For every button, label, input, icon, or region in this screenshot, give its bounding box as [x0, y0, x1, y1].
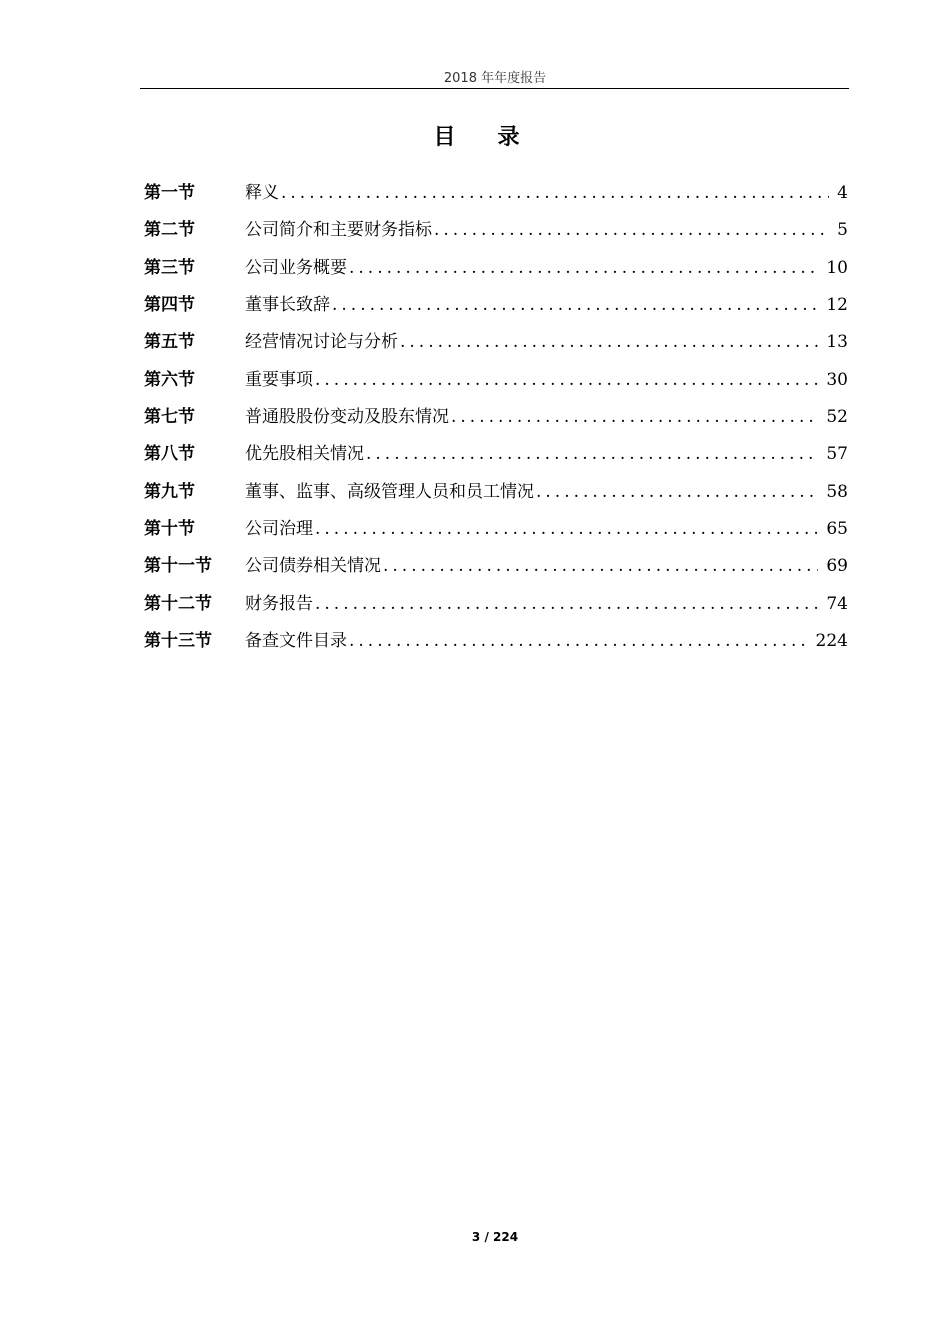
toc-dot-leader: [536, 482, 818, 502]
toc-section-label: 第一节: [144, 183, 195, 203]
toc-section-label: 第二节: [144, 220, 195, 241]
toc-section-label: 第七节: [144, 407, 195, 428]
toc-section-name: 财务报告: [245, 593, 313, 614]
toc-section-name: 经营情况讨论与分析: [245, 332, 398, 353]
toc-dot-leader: [349, 258, 818, 278]
toc-entry-6[interactable]: [144, 365, 848, 402]
toc-section-name: 普通股股份变动及股东情况: [245, 407, 449, 428]
toc-section-label: 第十一节: [144, 556, 212, 577]
toc-page-number: 58: [826, 481, 848, 502]
toc-section-label: 第十节: [144, 519, 195, 540]
toc-dot-leader: [281, 183, 829, 203]
toc-page-number: 10: [826, 257, 848, 278]
toc-section-name: 董事、监事、高级管理人员和员工情况: [245, 481, 534, 502]
toc-dot-leader: [400, 332, 818, 352]
toc-entry-3[interactable]: [144, 253, 848, 290]
toc-entry-11[interactable]: [144, 551, 848, 588]
toc-title: 目录: [433, 125, 562, 150]
toc-dot-leader: [434, 220, 829, 240]
toc-section-name: 公司债券相关情况: [245, 556, 381, 577]
toc-page-number: 69: [826, 556, 848, 577]
toc-entry-7[interactable]: [144, 402, 848, 439]
toc-page-number: 74: [826, 593, 848, 614]
toc-entry-5[interactable]: [144, 327, 848, 364]
toc-section-label: 第十三节: [144, 631, 212, 652]
toc-entry-12[interactable]: [144, 589, 848, 626]
header-divider: [140, 88, 849, 89]
toc-entry-13[interactable]: [144, 626, 848, 663]
toc-page-number: 57: [826, 444, 848, 465]
toc-page-number: 4: [837, 183, 848, 203]
toc-page-number: 224: [815, 631, 848, 652]
toc-entry-4[interactable]: [144, 290, 848, 327]
toc-section-name: 董事长致辞: [245, 295, 330, 316]
toc-section-label: 第五节: [144, 332, 195, 353]
toc-entry-2[interactable]: [144, 215, 848, 252]
toc-section-label: 第九节: [144, 481, 195, 502]
toc-entry-1[interactable]: [144, 178, 848, 215]
toc-page-number: 12: [826, 295, 848, 316]
toc-entry-8[interactable]: [144, 439, 848, 476]
running-header: 2018 年年度报告: [443, 71, 547, 86]
toc-section-label: 第十二节: [144, 593, 212, 614]
toc-dot-leader: [315, 370, 818, 390]
toc-dot-leader: [315, 519, 818, 539]
toc-list: [144, 178, 848, 663]
toc-section-name: 备查文件目录: [245, 631, 347, 652]
toc-section-label: 第三节: [144, 257, 195, 278]
toc-section-name: 公司简介和主要财务指标: [245, 220, 432, 241]
toc-section-name: 公司治理: [245, 519, 313, 540]
toc-section-label: 第四节: [144, 295, 195, 316]
toc-page-number: 30: [826, 369, 848, 390]
toc-section-name: 重要事项: [245, 369, 313, 390]
toc-dot-leader: [315, 594, 818, 614]
toc-dot-leader: [383, 556, 818, 576]
toc-entry-9[interactable]: [144, 477, 848, 514]
toc-dot-leader: [366, 444, 818, 464]
toc-page-number: 13: [826, 332, 848, 353]
toc-page-number: 65: [826, 519, 848, 540]
toc-dot-leader: [349, 631, 808, 651]
toc-entry-10[interactable]: [144, 514, 848, 551]
toc-section-name: 优先股相关情况: [245, 444, 364, 465]
toc-dot-leader: [332, 295, 818, 315]
toc-section-name: 公司业务概要: [245, 257, 347, 278]
page-number: 3 / 224: [471, 1230, 519, 1244]
toc-section-label: 第六节: [144, 369, 195, 390]
toc-dot-leader: [451, 407, 818, 427]
toc-page-number: 52: [826, 407, 848, 428]
toc-section-name: 释义: [245, 183, 279, 203]
toc-section-label: 第八节: [144, 444, 195, 465]
toc-page-number: 5: [837, 220, 848, 241]
